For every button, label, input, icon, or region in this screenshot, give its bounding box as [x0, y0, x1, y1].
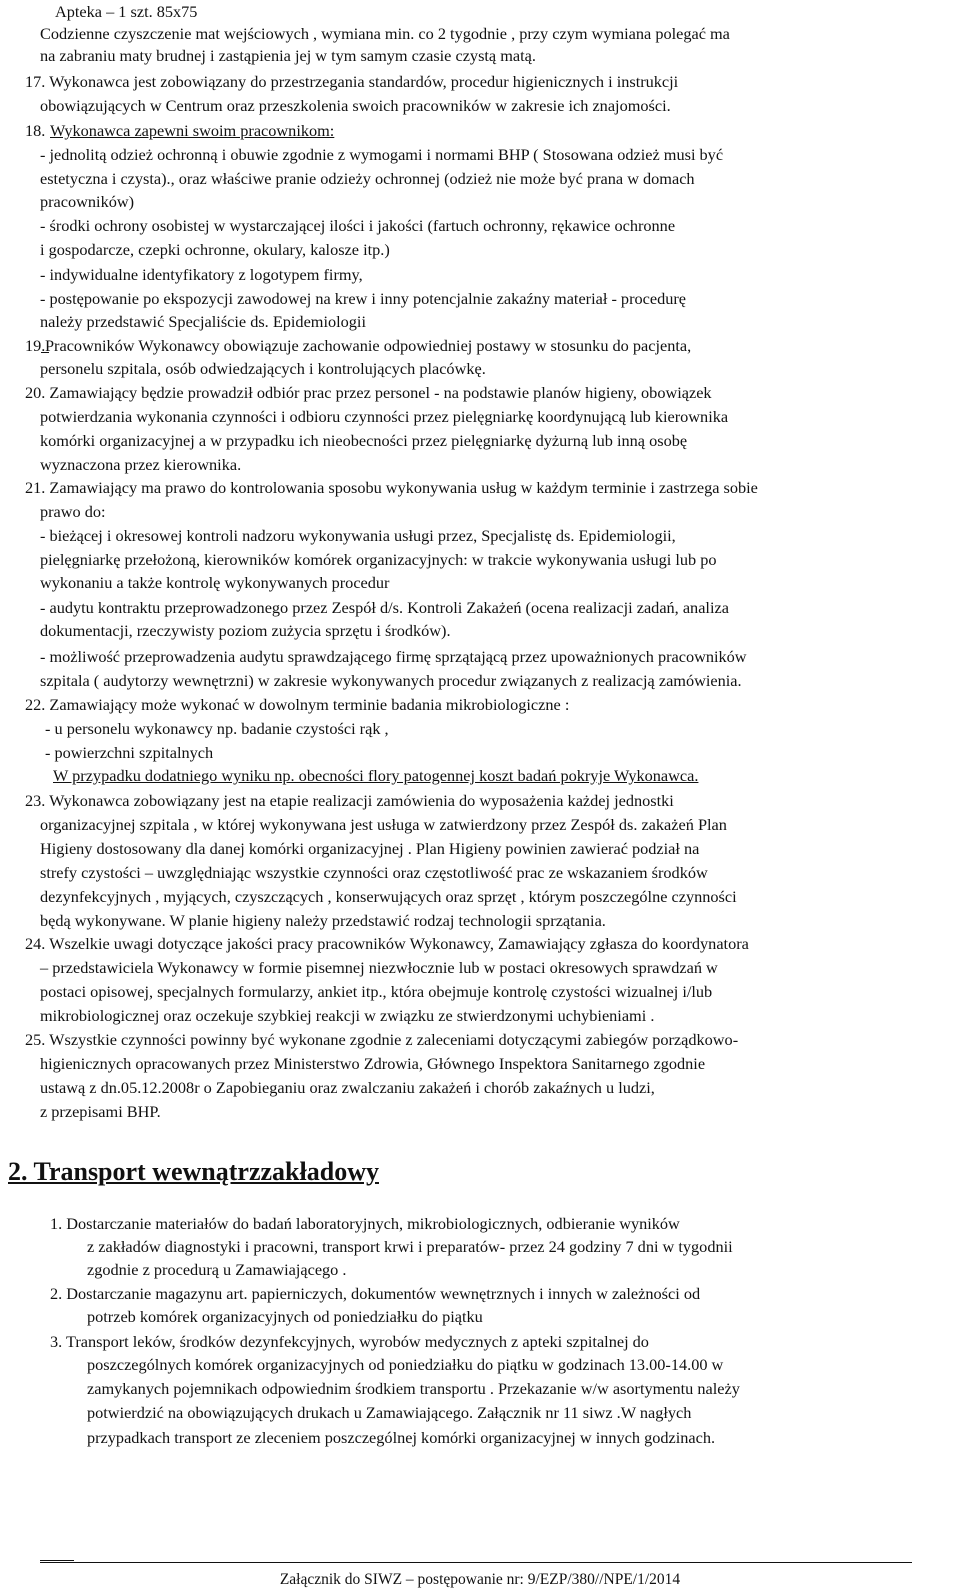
text-line: 2. Dostarczanie magazynu art. papierniczych, dokumentów wewnętrznych i innych w zależności od	[50, 1284, 701, 1303]
text-line: komórki organizacyjnej a w przypadku ich nieobecności przez pielęgniarkę dyżurną lub inną osobę	[40, 431, 688, 450]
item-number: 18.	[25, 121, 46, 140]
text-line: dezynfekcyjnych , myjących, czyszczących , konserwujących oraz sprzęt , którym poszczególne czynności	[40, 887, 737, 906]
text-line: 17. Wykonawca jest zobowiązany do przestrzegania standardów, procedur higienicznych i instrukcji	[25, 72, 679, 91]
text-line: potrzeb komórek organizacyjnych od poniedziałku do piątku	[87, 1307, 483, 1326]
text-line: Codzienne czyszczenie mat wejściowych , wymiana min. co 2 tygodnie , przy czym wymiana polegać ma	[40, 24, 730, 43]
text-line: personelu szpitala, osób odwiedzających i kontrolujących placówkę.	[40, 359, 486, 378]
text-line: - u personelu wykonawcy np. badanie czystości rąk ,	[45, 719, 389, 738]
text-line: będą wykonywane. W planie higieny należy przedstawić rodzaj technologii sprzątania.	[40, 911, 606, 930]
footer-divider	[40, 1562, 912, 1563]
text-line: na zabraniu maty brudnej i zastąpienia jej w tym samym czasie czystą matą.	[40, 46, 536, 65]
text-line: 3. Transport leków, środków dezynfekcyjnych, wyrobów medycznych z apteki szpitalnej do	[50, 1332, 649, 1351]
text-line: szpitala ( audytorzy wewnętrzni) w zakresie wykonywanych procedur związanych z realizacją zamówienia.	[40, 671, 742, 690]
text-line: prawo do:	[40, 502, 106, 521]
text-line: estetyczna i czysta)., oraz właściwe pranie odzieży ochronnej (odzież nie może być prana w domach	[40, 169, 695, 188]
text-line: higienicznych opracowanych przez Ministerstwo Zdrowia, Głównego Inspektora Sanitarnego zgodnie	[40, 1054, 706, 1073]
text-line: potwierdzić na obowiązujących drukach u Zamawiającego. Załącznik nr 11 siwz .W nagłych	[87, 1403, 692, 1422]
text-line: z zakładów diagnostyki i pracowni, transport krwi i preparatów- przez 24 godziny 7 dni w tygodnii	[87, 1237, 733, 1256]
text-line: mikrobiologicznej oraz oczekuje szybkiej reakcji w związku ze stwierdzonymi uchybieniami .	[40, 1006, 655, 1025]
item-number: 19.	[25, 336, 46, 355]
text-line: - środki ochrony osobistej w wystarczającej ilości i jakości (fartuch ochronny, rękawice ochronne	[40, 216, 676, 235]
text-line: przypadkach transport ze zleceniem poszczególnej komórki organizacyjnej w innych godzinach.	[87, 1428, 716, 1447]
text-line: dokumentacji, rzeczywisty poziom zużycia sprzętu i środków).	[40, 621, 451, 640]
text-line: – przedstawiciela Wykonawcy w formie pisemnej niezwłocznie lub w postaci okresowych sprawdzań w	[40, 958, 718, 977]
text-line: - powierzchni szpitalnych	[45, 743, 214, 762]
text-line: - audytu kontraktu przeprowadzonego przez Zespół d/s. Kontroli Zakażeń (ocena realizacji zadań, analiza	[40, 598, 729, 617]
text-line: 20. Zamawiający będzie prowadził odbiór prac przez personel - na podstawie planów higieny, obowiązek	[25, 383, 712, 402]
text-line: pracowników)	[40, 192, 135, 211]
text-line: 22. Zamawiający może wykonać w dowolnym terminie badania mikrobiologiczne :	[25, 695, 570, 714]
text-line: - jednolitą odzież ochronną i obuwie zgodnie z wymogami i normami BHP ( Stosowana odzież musi być	[40, 145, 724, 164]
text-line: organizacyjnej szpitala , w której wykonywana jest usługa w zatwierdzony przez Zespół ds. zakażeń Plan	[40, 815, 727, 834]
text-line: wykonaniu a także kontrolę wykonywanych procedur	[40, 573, 390, 592]
text-line: zamykanych pojemnikach odpowiednim środkiem transportu . Przekazanie w/w asortymentu należy	[87, 1379, 740, 1398]
text-line: postaci opisowej, specjalnych formularzy, ankiet itp., która obejmuje kontrolę czystości wizualnej i/lub	[40, 982, 713, 1001]
text-line: wyznaczona przez kierownika.	[40, 455, 242, 474]
text-line: poszczególnych komórek organizacyjnych od poniedziałku do piątku w godzinach 13.00-14.00 w	[87, 1355, 724, 1374]
text-line: potwierdzania wykonania czynności i odbioru czynności przez pielęgniarkę koordynującą lub kierownika	[40, 407, 729, 426]
text-line: obowiązujących w Centrum oraz przeszkolenia swoich pracowników w zakresie ich znajomości.	[40, 96, 671, 115]
text-line: ustawą z dn.05.12.2008r o Zapobieganiu oraz zwalczaniu zakażeń i chorób zakaźnych u ludzi,	[40, 1078, 655, 1097]
text-line: 1. Dostarczanie materiałów do badań laboratoryjnych, mikrobiologicznych, odbieranie wyników	[50, 1214, 680, 1233]
text-line: 21. Zamawiający ma prawo do kontrolowania sposobu wykonywania usług w każdym terminie i zastrzega sobie	[25, 478, 758, 497]
text-line: z przepisami BHP.	[40, 1102, 161, 1121]
text-line: - bieżącej i okresowej kontroli nadzoru wykonywania usługi przez, Specjalistę ds. Epidemiologii,	[40, 526, 676, 545]
text-line: i gospodarcze, czepki ochronne, okulary, kalosze itp.)	[40, 240, 390, 259]
text-line: - możliwość przeprowadzenia audytu sprawdzającego firmę sprzątającą przez upoważnionych pracowników	[40, 647, 747, 666]
text-line: zgodnie z procedurą u Zamawiającego .	[87, 1260, 347, 1279]
footer-divider	[40, 1560, 74, 1561]
text-line: Wykonawca zapewni swoim pracownikom:	[50, 121, 335, 140]
text-line: 23. Wykonawca zobowiązany jest na etapie realizacji zamówienia do wyposażenia każdej jednostki	[25, 791, 674, 810]
text-line: - postępowanie po ekspozycji zawodowej na krew i inny potencjalnie zakaźny materiał - procedurę	[40, 289, 687, 308]
text-line: 24. Wszelkie uwagi dotyczące jakości pracy pracowników Wykonawcy, Zamawiający zgłasza do koordynatora	[25, 934, 749, 953]
text-line: 25. Wszystkie czynności powinny być wykonane zgodnie z zaleceniami dotyczącymi zabiegów porządkowo-	[25, 1030, 739, 1049]
section-heading: 2. Transport wewnątrzzakładowy	[8, 1157, 379, 1186]
text-line: - indywidualne identyfikatory z logotypem firmy,	[40, 265, 363, 284]
text-line: Pracowników Wykonawcy obowiązuje zachowanie odpowiedniej postawy w stosunku do pacjenta,	[45, 336, 692, 355]
text-line: Higieny dostosowany dla danej komórki organizacyjnej . Plan Higieny powinien zawierać podział na	[40, 839, 700, 858]
text-line: strefy czystości – uwzględniając wszystkie czynności oraz częstotliwość prac ze wskazaniem środków	[40, 863, 708, 882]
text-line: pielęgniarkę przełożoną, kierowników komórek organizacyjnych: w trakcie wykonywania usługi lub po	[40, 550, 717, 569]
text-line: należy przedstawić Specjaliście ds. Epidemiologii	[40, 312, 366, 331]
text-line: Apteka – 1 szt. 85x75	[55, 2, 198, 21]
page-footer: Załącznik do SIWZ – postępowanie nr: 9/EZP/380//NPE/1/2014	[279, 1571, 681, 1588]
text-line: W przypadku dodatniego wyniku np. obecności flory patogennej koszt badań pokryje Wykonawca.	[53, 766, 699, 785]
